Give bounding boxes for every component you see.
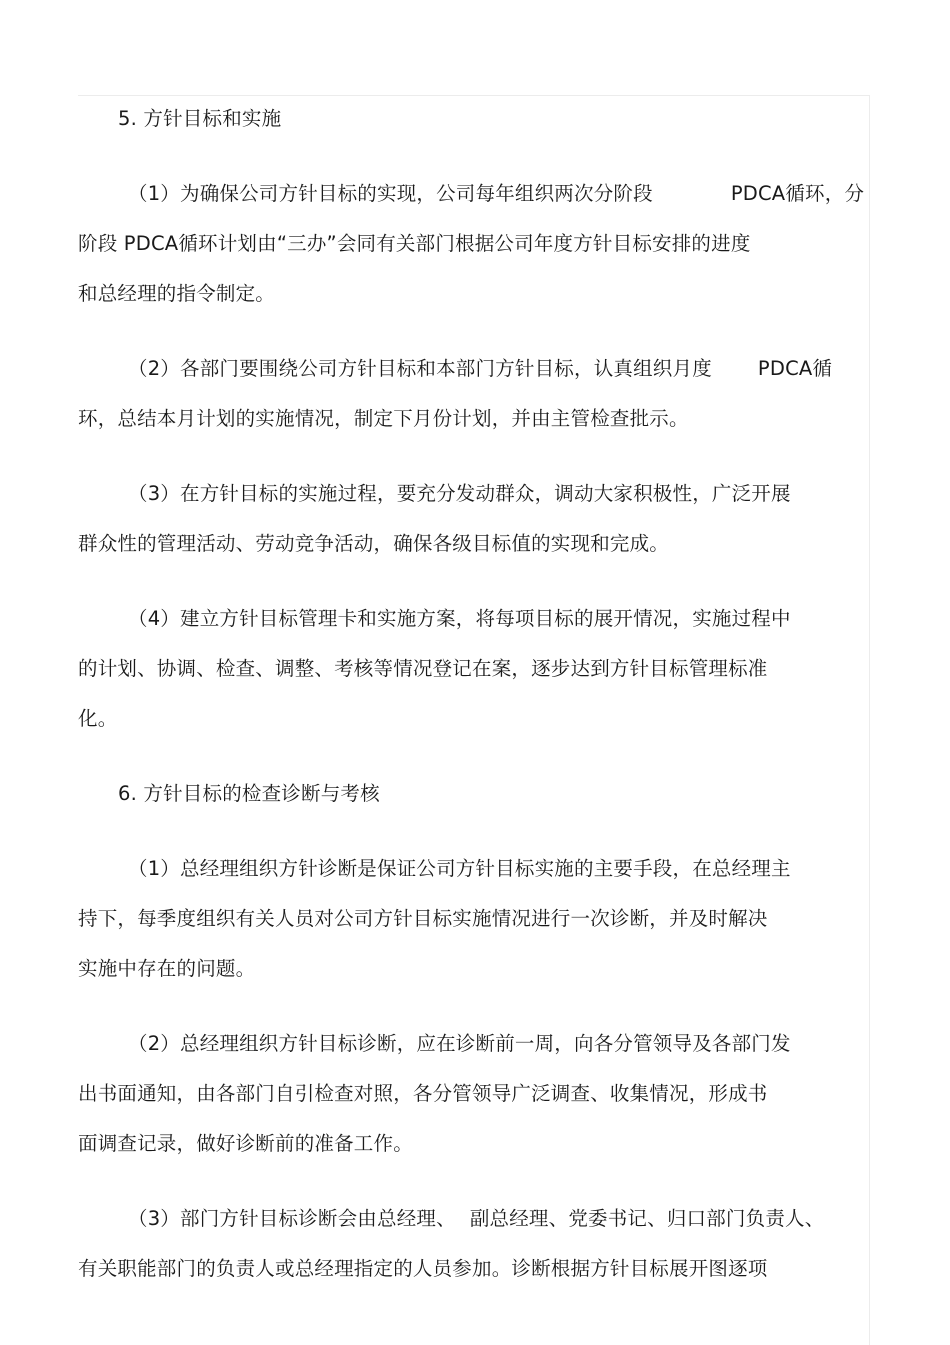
paragraph-6-1-line-1: （1）总经理组织方针诊断是保证公司方针目标实施的主要手段，在总经理主	[128, 857, 791, 880]
paragraph-6-2-line-2: 出书面通知，由各部门自引检查对照，各分管领导广泛调查、收集情况，形成书	[78, 1082, 768, 1105]
paragraph-5-1-line-1: （1）为确保公司方针目标的实现，公司每年组织两次分阶段 PDCA循环，分	[128, 182, 865, 205]
paragraph-5-3-line-2: 群众性的管理活动、劳动竞争活动，确保各级目标值的实现和完成。	[78, 532, 670, 555]
section-heading-6: 6. 方针目标的检查诊断与考核	[118, 782, 380, 805]
paragraph-6-3-line-2: 有关职能部门的负责人或总经理指定的人员参加。诊断根据方针目标展开图逐项	[78, 1257, 768, 1280]
paragraph-6-2-line-1: （2）总经理组织方针目标诊断，应在诊断前一周，向各分管领导及各部门发	[128, 1032, 791, 1055]
paragraph-5-1-line-2: 阶段 PDCA循环计划由“三办”会同有关部门根据公司年度方针目标安排的进度	[78, 232, 751, 255]
paragraph-6-1-line-3: 实施中存在的问题。	[78, 957, 256, 980]
section-heading-5: 5. 方针目标和实施	[118, 107, 282, 130]
paragraph-5-1-line-3: 和总经理的指令制定。	[78, 282, 276, 305]
paragraph-5-2-line-2: 环，总结本月计划的实施情况，制定下月份计划，并由主管检查批示。	[78, 407, 689, 430]
paragraph-6-1-line-2: 持下，每季度组织有关人员对公司方针目标实施情况进行一次诊断，并及时解决	[78, 907, 768, 930]
paragraph-5-4-line-2: 的计划、协调、检查、调整、考核等情况登记在案，逐步达到方针目标管理标准	[78, 657, 768, 680]
paragraph-6-2-line-3: 面调查记录，做好诊断前的准备工作。	[78, 1132, 413, 1155]
document-page	[78, 95, 870, 1345]
paragraph-5-4-line-1: （4）建立方针目标管理卡和实施方案，将每项目标的展开情况，实施过程中	[128, 607, 791, 630]
paragraph-5-3-line-1: （3）在方针目标的实施过程，要充分发动群众，调动大家积极性，广泛开展	[128, 482, 791, 505]
paragraph-5-2-line-1: （2）各部门要围绕公司方针目标和本部门方针目标，认真组织月度 PDCA循	[128, 357, 833, 380]
paragraph-6-3-line-1: （3）部门方针目标诊断会由总经理、 副总经理、党委书记、归口部门负责人、	[128, 1207, 825, 1230]
paragraph-5-4-line-3: 化。	[78, 707, 118, 730]
